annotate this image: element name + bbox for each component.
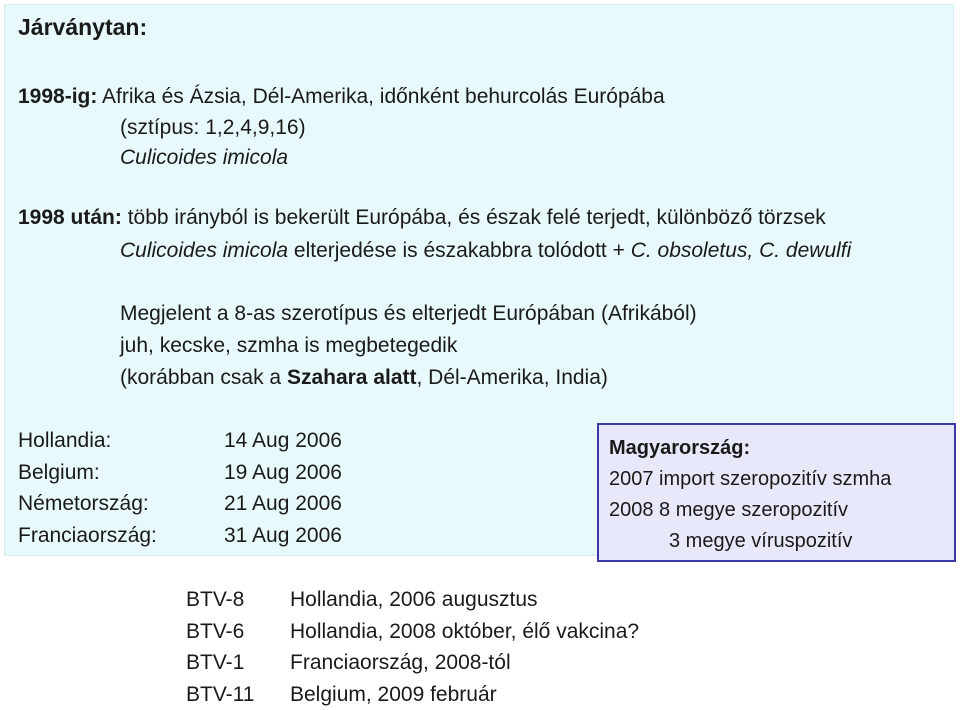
date-row (18, 425, 342, 457)
btv8-line2: juh, kecske, szmha is megbetegedik (120, 331, 457, 361)
list-item (186, 647, 639, 679)
page-title: Járványtan: (18, 14, 147, 41)
period2-vector-text: elterjedése is északabbra tolódott + (288, 239, 631, 262)
period2-vector-line (120, 236, 851, 266)
outbreak-dates (18, 425, 342, 551)
btv-code: BTV-8 (186, 584, 290, 616)
hungary-title: Magyarország: (609, 433, 954, 464)
period1-serotypes: (sztípus: 1,2,4,9,16) (120, 113, 306, 143)
date-country: Németország: (18, 488, 224, 520)
btv-text: Belgium, 2009 február (290, 679, 497, 710)
period2-line (18, 203, 826, 233)
btv-code: BTV-1 (186, 647, 290, 679)
date-value: 14 Aug 2006 (224, 425, 342, 457)
list-item (186, 616, 639, 648)
btv-text: Hollandia, 2006 augusztus (290, 584, 538, 616)
period1-line (18, 82, 665, 112)
btv8-line3-a: (korábban csak a (120, 366, 287, 389)
date-country: Belgium: (18, 457, 224, 489)
date-country: Franciaország: (18, 520, 224, 552)
period2-vector-b: C. obsoletus, C. dewulfi (631, 239, 852, 262)
btv-code: BTV-11 (186, 679, 290, 710)
date-value: 31 Aug 2006 (224, 520, 342, 552)
hungary-line3: 3 megye víruspozitív (609, 526, 954, 557)
btv8-line3 (120, 363, 608, 393)
btv8-line3-c: , Dél-Amerika, India) (417, 366, 608, 389)
period2-vector-a: Culicoides imicola (120, 239, 288, 262)
period2-text: több irányból is bekerült Európába, és észak felé terjedt, különböző törzsek (122, 206, 826, 229)
period2-label: 1998 után: (18, 206, 122, 229)
date-value: 21 Aug 2006 (224, 488, 342, 520)
period1-label: 1998-ig: (18, 85, 97, 108)
hungary-line2: 2008 8 megye szeropozitív (609, 495, 954, 526)
hungary-box (597, 423, 956, 562)
period1-text: Afrika és Ázsia, Dél-Amerika, időnként behurcolás Európába (97, 85, 664, 108)
list-item (186, 679, 639, 710)
btv-list (186, 584, 639, 710)
date-country: Hollandia: (18, 425, 224, 457)
btv8-line1: Megjelent a 8-as szerotípus és elterjedt Európában (Afrikából) (120, 299, 697, 329)
btv-text: Franciaország, 2008-tól (290, 647, 511, 679)
date-row (18, 457, 342, 489)
btv8-line3-bold: Szahara alatt (287, 366, 417, 389)
period1-vector: Culicoides imicola (120, 143, 288, 173)
hungary-line1: 2007 import szeropozitív szmha (609, 464, 954, 495)
date-row (18, 488, 342, 520)
list-item (186, 584, 639, 616)
btv-text: Hollandia, 2008 október, élő vakcina? (290, 616, 639, 648)
date-row (18, 520, 342, 552)
date-value: 19 Aug 2006 (224, 457, 342, 489)
btv-code: BTV-6 (186, 616, 290, 648)
